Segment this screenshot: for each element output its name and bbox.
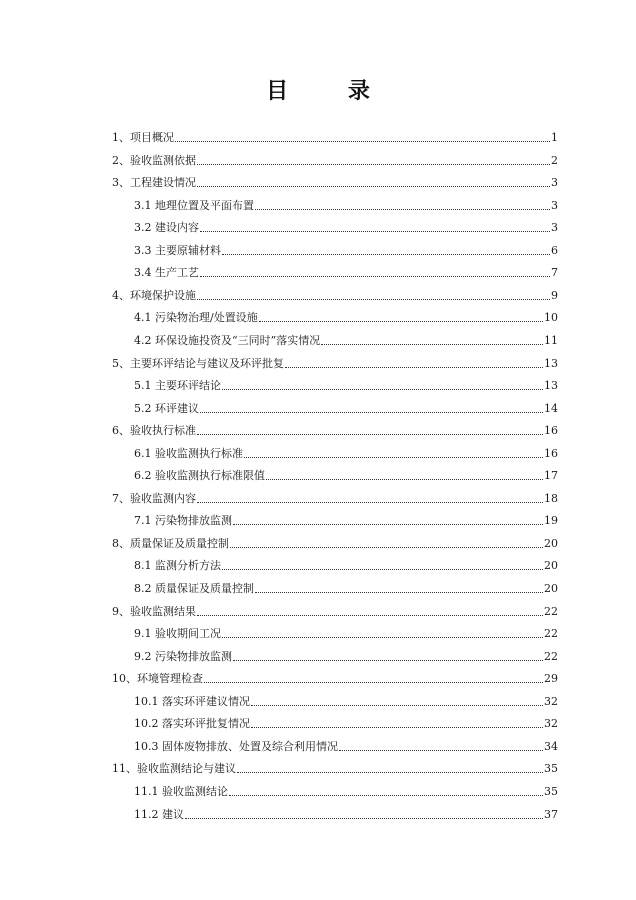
dot-leader xyxy=(185,817,543,819)
toc-entry-label: 11.2 建议 xyxy=(134,807,184,821)
toc-entry[interactable] xyxy=(112,417,558,437)
toc-entry[interactable] xyxy=(112,530,558,550)
toc-entry[interactable] xyxy=(112,169,558,189)
dot-leader xyxy=(200,230,550,232)
toc-entry[interactable] xyxy=(134,327,558,347)
toc-entry-page-number: 7 xyxy=(551,266,558,280)
dot-leader xyxy=(222,636,543,638)
toc-entry[interactable] xyxy=(112,755,558,775)
dot-leader xyxy=(266,478,543,480)
dot-leader xyxy=(233,523,543,525)
toc-entry-label: 9.1 验收期间工况 xyxy=(134,627,221,641)
toc-entry-label: 10.1 落实环评建议情况 xyxy=(134,694,250,708)
toc-entry-label: 4.2 环保设施投资及“三同时”落实情况 xyxy=(134,333,321,347)
toc-entry-page-number: 13 xyxy=(544,356,558,370)
toc-entry[interactable] xyxy=(134,507,558,527)
toc-entry-label: 4.1 污染物治理/处置设施 xyxy=(134,311,258,325)
dot-leader xyxy=(197,298,550,300)
toc-entry-label: 7.1 污染物排放监测 xyxy=(134,514,232,528)
dot-leader xyxy=(237,771,543,773)
dot-leader xyxy=(204,681,543,683)
toc-entry[interactable] xyxy=(134,214,558,234)
toc-entry-page-number: 35 xyxy=(544,784,558,798)
dot-leader xyxy=(285,366,543,368)
toc-entry-label: 10.3 固体废物排放、处置及综合利用情况 xyxy=(134,739,338,753)
toc-entry[interactable] xyxy=(112,124,558,144)
dot-leader xyxy=(244,456,543,458)
toc-entry[interactable] xyxy=(134,462,558,482)
toc-entry-page-number: 22 xyxy=(544,627,558,641)
toc-entry-label: 3.2 建设内容 xyxy=(134,221,199,235)
toc-entry-label: 6.2 验收监测执行标准限值 xyxy=(134,469,265,483)
toc-entry-page-number: 3 xyxy=(551,198,558,212)
toc-entry[interactable] xyxy=(134,801,558,821)
toc-entry[interactable] xyxy=(134,688,558,708)
toc-entry-page-number: 29 xyxy=(544,672,558,686)
toc-entry-label: 3.3 主要原辅材料 xyxy=(134,243,221,257)
toc-entry-label: 8.1 监测分析方法 xyxy=(134,559,221,573)
toc-entry-page-number: 20 xyxy=(544,536,558,550)
toc-entry[interactable] xyxy=(134,733,558,753)
toc-entry-label: 1、项目概况 xyxy=(112,131,174,144)
toc-entry[interactable] xyxy=(134,259,558,279)
toc-entry-label: 8、质量保证及质量控制 xyxy=(112,536,229,550)
toc-entry-page-number: 22 xyxy=(544,649,558,663)
dot-leader xyxy=(222,388,543,390)
toc-entry-page-number: 16 xyxy=(544,424,558,438)
dot-leader xyxy=(197,501,543,503)
toc-entry[interactable] xyxy=(112,350,558,370)
toc-entry[interactable] xyxy=(134,372,558,392)
toc-entry-page-number: 32 xyxy=(544,717,558,731)
toc-entry[interactable] xyxy=(134,620,558,640)
dot-leader xyxy=(229,794,543,796)
dot-leader xyxy=(200,275,550,277)
toc-entry-label: 4、环境保护设施 xyxy=(112,288,196,302)
dot-leader xyxy=(197,433,543,435)
toc-entry-page-number: 35 xyxy=(544,762,558,776)
toc-entry-page-number: 22 xyxy=(544,604,558,618)
toc-entry-label: 7、验收监测内容 xyxy=(112,491,196,505)
toc-entry[interactable] xyxy=(134,440,558,460)
toc-entry-label: 6、验收执行标准 xyxy=(112,424,196,438)
toc-entry[interactable] xyxy=(112,485,558,505)
toc-entry-page-number: 3 xyxy=(551,176,558,190)
toc-entry-page-number: 19 xyxy=(544,514,558,528)
toc-entry-page-number: 20 xyxy=(544,582,558,595)
dot-leader xyxy=(251,704,543,706)
toc-entry-page-number: 13 xyxy=(544,379,558,393)
toc-entry-page-number: 34 xyxy=(544,739,558,753)
toc-entry-page-number: 6 xyxy=(551,243,558,257)
toc-entry[interactable] xyxy=(112,665,558,685)
toc-entry-label: 2、验收监测依据 xyxy=(112,153,196,167)
toc-entry[interactable] xyxy=(134,237,558,257)
dot-leader xyxy=(222,253,550,255)
toc-entry[interactable] xyxy=(134,778,558,798)
toc-entry-page-number: 20 xyxy=(544,559,558,573)
dot-leader xyxy=(255,591,543,593)
toc-entry[interactable] xyxy=(134,643,558,663)
toc-entry-label: 10、环境管理检查 xyxy=(112,672,203,686)
toc-entry-label: 5、主要环评结论与建议及环评批复 xyxy=(112,356,284,370)
toc-entry[interactable] xyxy=(134,304,558,324)
toc-entry-page-number: 14 xyxy=(544,401,558,415)
toc-entry-page-number: 17 xyxy=(544,469,558,483)
dot-leader xyxy=(233,659,543,661)
dot-leader xyxy=(255,208,550,210)
dot-leader xyxy=(175,140,550,142)
toc-entry-label: 8.2 质量保证及质量控制 xyxy=(134,582,254,595)
toc-entry-page-number: 2 xyxy=(551,153,558,167)
dot-leader xyxy=(251,726,543,728)
dot-leader xyxy=(321,343,543,345)
toc-entry-label: 3、工程建设情况 xyxy=(112,176,196,190)
page-title: 目 录 xyxy=(266,78,396,104)
toc-entry[interactable] xyxy=(112,147,558,167)
toc-entry-label: 11、验收监测结论与建议 xyxy=(112,762,236,776)
toc-entry-page-number: 1 xyxy=(551,131,558,144)
toc-entry-label: 6.1 验收监测执行标准 xyxy=(134,446,243,460)
toc-entry-page-number: 11 xyxy=(544,333,558,347)
toc-entry[interactable] xyxy=(134,192,558,212)
dot-leader xyxy=(259,320,543,322)
toc-entry-label: 5.2 环评建议 xyxy=(134,401,199,415)
dot-leader xyxy=(197,185,550,187)
toc-entry-page-number: 18 xyxy=(544,491,558,505)
toc-entry-label: 10.2 落实环评批复情况 xyxy=(134,717,250,731)
toc-entry-page-number: 3 xyxy=(551,221,558,235)
toc-entry-page-number: 9 xyxy=(551,288,558,302)
toc-entry-page-number: 16 xyxy=(544,446,558,460)
toc-entry-page-number: 37 xyxy=(544,807,558,821)
toc-entry[interactable] xyxy=(112,598,558,618)
toc-entry-label: 3.4 生产工艺 xyxy=(134,266,199,280)
toc-entry-label: 5.1 主要环评结论 xyxy=(134,379,221,393)
toc-entry-label: 3.1 地理位置及平面布置 xyxy=(134,198,254,212)
toc-entry[interactable] xyxy=(134,575,558,595)
toc-entry[interactable] xyxy=(134,710,558,730)
toc-entry-page-number: 32 xyxy=(544,694,558,708)
toc-entry[interactable] xyxy=(112,282,558,302)
toc-entry-page-number: 10 xyxy=(544,311,558,325)
toc-entry-label: 9.2 污染物排放监测 xyxy=(134,649,232,663)
dot-leader xyxy=(230,546,543,548)
toc-entry-label: 9、验收监测结果 xyxy=(112,604,196,618)
dot-leader xyxy=(339,749,543,751)
toc-entry[interactable] xyxy=(134,395,558,415)
toc-entry[interactable] xyxy=(134,552,558,572)
dot-leader xyxy=(222,568,543,570)
dot-leader xyxy=(200,411,543,413)
toc-entry-label: 11.1 验收监测结论 xyxy=(134,784,228,798)
dot-leader xyxy=(197,614,543,616)
dot-leader xyxy=(197,163,550,165)
